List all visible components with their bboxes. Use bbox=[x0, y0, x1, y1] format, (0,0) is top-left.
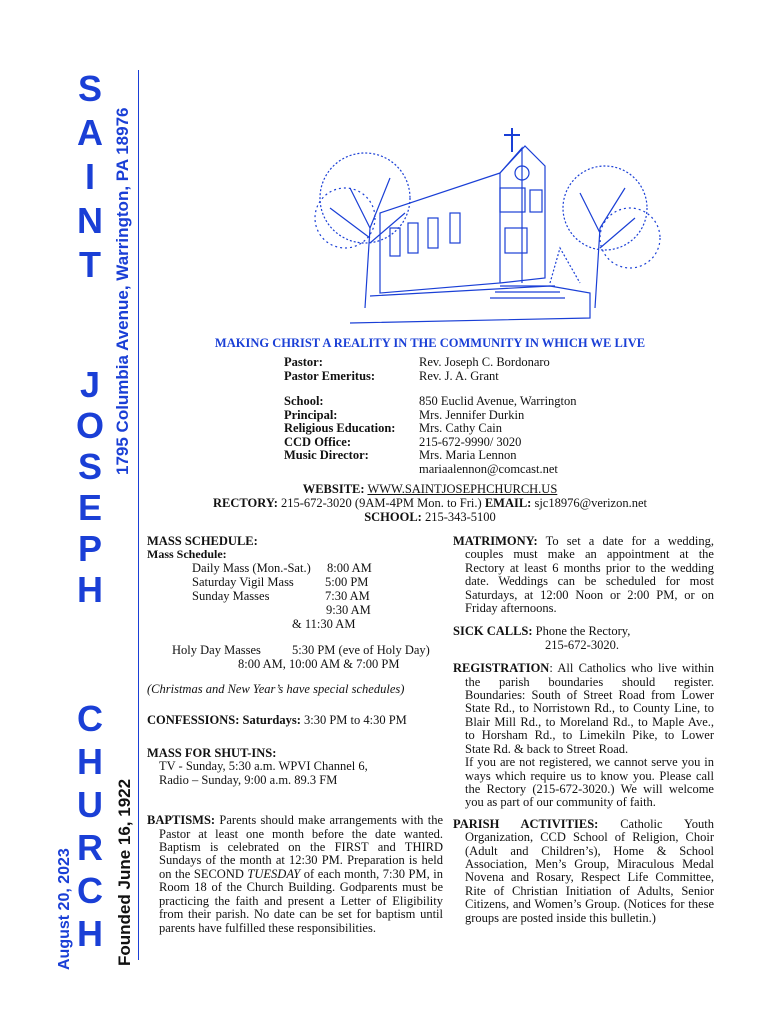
activities-label: PARISH ACTIVITIES: bbox=[453, 816, 599, 831]
vigil-time: 5:00 PM bbox=[325, 574, 369, 589]
date-vertical: August 20, 2023 bbox=[56, 848, 73, 970]
sick-calls bbox=[453, 625, 714, 652]
shutins-tv: TV - Sunday, 5:30 a.m. WPVI Channel 6, bbox=[159, 759, 368, 774]
website-label: WEBSITE: bbox=[302, 482, 365, 496]
church-name-vertical bbox=[64, 70, 116, 284]
letter: O bbox=[75, 405, 104, 446]
letter: E bbox=[77, 487, 102, 528]
letter: H bbox=[77, 569, 103, 610]
divider-line bbox=[138, 70, 139, 960]
mass-times bbox=[147, 562, 443, 658]
sunday-time-3: & 11:30 AM bbox=[292, 616, 356, 631]
shutins-radio: Radio – Sunday, 9:00 a.m. 89.3 FM bbox=[159, 772, 338, 787]
letter: C bbox=[77, 870, 103, 911]
sick-calls-phone: 215-672-3020. bbox=[545, 637, 619, 652]
shutins-label: MASS FOR SHUT-INS: bbox=[147, 746, 277, 761]
rectory-phone: 215-672-3020 (9AM-4PM Mon. to Fri.) bbox=[280, 496, 482, 510]
ccd-label: CCD Office: bbox=[284, 434, 351, 449]
email-label: EMAIL: bbox=[484, 496, 532, 510]
letter: R bbox=[77, 827, 103, 868]
school-phone: 215-343-5100 bbox=[424, 510, 496, 524]
contact-block bbox=[165, 482, 695, 524]
joseph-vertical bbox=[64, 366, 116, 609]
letter: S bbox=[77, 68, 102, 109]
music-name: Mrs. Maria Lennon bbox=[419, 448, 517, 462]
letter: T bbox=[79, 244, 101, 285]
daily-time: 8:00 AM bbox=[327, 560, 372, 575]
holy-label: Holy Day Masses bbox=[172, 642, 261, 657]
sick-calls-label: SICK CALLS: bbox=[453, 624, 533, 639]
church-illustration bbox=[290, 118, 670, 328]
baptisms-text-a: Parents should make arrangements with the Pastor at least one month before the date wanted. Baptism is celebrated on the FIRST and THIRD Sundays of the month at 12:30 PM. Preparation is held on the SECOND bbox=[159, 813, 444, 881]
rectory-label: RECTORY: bbox=[213, 496, 278, 510]
registration-label: REGISTRATION bbox=[453, 661, 550, 676]
school-address: 850 Euclid Avenue, Warrington bbox=[419, 394, 577, 408]
religious-ed-label: Religious Education: bbox=[284, 421, 396, 435]
baptisms-text-b: of each month, 7:30 PM, in Room 18 of the Church Building. Godparents must be practicing the faith and present a Letter of Eligibility from their parish. No date can be set for baptism until parents have fulfilled these responsibilities. bbox=[159, 866, 444, 935]
mass-note: (Christmas and New Year’s have special schedules) bbox=[147, 682, 405, 697]
mass-schedule-heading: MASS SCHEDULE: bbox=[147, 534, 258, 548]
sunday-time-1: 7:30 AM bbox=[325, 588, 370, 603]
baptisms-label: BAPTISMS: bbox=[147, 813, 216, 828]
left-column bbox=[147, 535, 443, 935]
music-email: mariaalennon@comcast.net bbox=[419, 461, 558, 476]
pastor-name: Rev. Joseph C. Bordonaro bbox=[419, 355, 550, 369]
letter: C bbox=[77, 698, 103, 739]
sick-calls-text: Phone the Rectory, bbox=[535, 624, 631, 639]
letter: U bbox=[77, 784, 103, 825]
activities-paragraph bbox=[453, 818, 714, 925]
letter: H bbox=[77, 741, 103, 782]
activities-text: Catholic Youth Organization, CCD School of Religion, Choir (Adult and Children’s), Home & School Association, Men’s Group, Miraculous Medal Novena and Rosary, Respect Life Committee, Rite of Christian Initiation of Adults, Senior Citizens, and Women’s Group. (Notices for these groups are posted inside this bulletin.) bbox=[465, 816, 715, 925]
letter: J bbox=[79, 364, 101, 405]
sunday-label: Sunday Masses bbox=[192, 588, 270, 603]
mass-schedule-subheading: Mass Schedule: bbox=[147, 547, 227, 562]
pastor-label: Pastor: bbox=[284, 355, 323, 369]
address-vertical: 1795 Columbia Avenue, Warrington, PA 18976 bbox=[113, 107, 132, 475]
baptisms-paragraph bbox=[147, 814, 443, 935]
right-column bbox=[453, 535, 714, 925]
principal-label: Principal: bbox=[284, 407, 338, 422]
letter: N bbox=[77, 200, 103, 241]
staff-labels bbox=[284, 356, 395, 463]
emeritus-name: Rev. J. A. Grant bbox=[419, 368, 499, 383]
registration-text: : All Catholics who live within the parish boundaries should register. Boundaries: South of Street Road from Lower State Rd., to Norristown Rd., to County Line, to Blair Mill Rd., to Moreland Rd., to Maple Ave., to Horsham Rd., to Limekiln Pike, to Lower State Rd. & back to Street Road. bbox=[465, 661, 714, 756]
emeritus-label: Pastor Emeritus: bbox=[284, 368, 376, 383]
school-label: School: bbox=[284, 394, 324, 408]
religious-ed-name: Mrs. Cathy Cain bbox=[419, 421, 502, 435]
mission-banner: MAKING CHRIST A REALITY IN THE COMMUNITY IN WHICH WE LIVE bbox=[214, 336, 646, 350]
letter: A bbox=[77, 112, 103, 153]
sunday-time-2: 9:30 AM bbox=[326, 602, 371, 617]
holy-time: 5:30 PM (eve of Holy Day) bbox=[292, 642, 430, 657]
registration-paragraph bbox=[453, 662, 714, 756]
music-label: Music Director: bbox=[284, 448, 369, 462]
matrimony-label: MATRIMONY: bbox=[453, 534, 538, 548]
principal-name: Mrs. Jennifer Durkin bbox=[419, 407, 525, 422]
confessions-label: CONFESSIONS: Saturdays: bbox=[147, 712, 301, 727]
staff-values bbox=[419, 356, 577, 476]
letter: H bbox=[77, 913, 103, 954]
email-link[interactable]: sjc18976@verizon.net bbox=[534, 496, 647, 510]
holy-day-times: 8:00 AM, 10:00 AM & 7:00 PM bbox=[238, 656, 400, 671]
letter: S bbox=[77, 446, 102, 487]
matrimony-paragraph bbox=[453, 535, 714, 615]
school-phone-label: SCHOOL: bbox=[364, 510, 422, 524]
registration-text-2: If you are not registered, we cannot serve you in ways which require us to know you. Please call the Rectory (215-672-3020.) We will welcome you as part of our community of faith. bbox=[465, 755, 714, 810]
letter: P bbox=[77, 528, 102, 569]
confessions-time: 3:30 PM to 4:30 PM bbox=[303, 712, 407, 727]
baptisms-text-em: TUESDAY bbox=[247, 866, 301, 881]
daily-label: Daily Mass (Mon.-Sat.) bbox=[192, 560, 311, 575]
founded-vertical: Founded June 16, 1922 bbox=[115, 778, 134, 966]
letter: I bbox=[84, 156, 95, 197]
vigil-label: Saturday Vigil Mass bbox=[192, 574, 294, 589]
matrimony-text: To set a date for a wedding, couples must make an appointment at the Rectory at least 6 months prior to the wedding date. Weddings can be scheduled for most Saturdays, at 12:00 Noon or 2:00 PM, or on Friday afternoons. bbox=[465, 534, 715, 616]
website-link[interactable]: WWW.SAINTJOSEPHCHURCH.US bbox=[367, 482, 558, 496]
ccd-phone: 215-672-9990/ 3020 bbox=[419, 434, 522, 449]
